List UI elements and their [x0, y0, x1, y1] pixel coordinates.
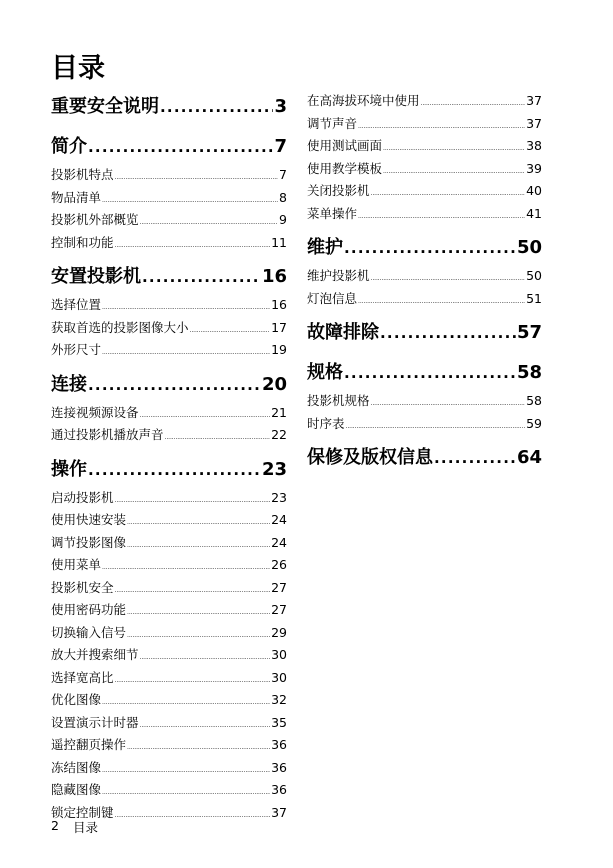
toc-entry[interactable] [51, 667, 287, 690]
toc-entry[interactable] [51, 554, 287, 577]
page-footer [51, 818, 98, 836]
toc-section[interactable] [307, 441, 542, 475]
page-number: 26 [271, 557, 287, 572]
toc-entry[interactable] [307, 158, 542, 181]
footer-label: 目录 [72, 820, 98, 835]
toc-entry-title: 锁定控制键 [51, 804, 114, 820]
dot-leader [358, 291, 525, 314]
toc-entry-title: 投影机规格 [307, 393, 370, 408]
toc-entry[interactable] [51, 339, 287, 362]
page-number: 37 [526, 115, 542, 131]
dot-leader [115, 580, 271, 603]
dot-leader [115, 805, 271, 828]
dot-leader [127, 602, 270, 625]
dot-leader [88, 453, 261, 487]
toc-entry[interactable] [51, 577, 287, 600]
toc-left-column [51, 90, 287, 824]
toc-section-title: 重要安全说明 [51, 96, 159, 117]
toc-section[interactable] [307, 231, 542, 265]
toc-entry-title: 投影机安全 [51, 579, 114, 595]
toc-entry-title: 使用教学模板 [307, 160, 383, 176]
toc-section-title: 简介 [51, 136, 87, 157]
toc-section-title: 保修及版权信息 [307, 447, 433, 468]
dot-leader [434, 441, 516, 475]
page-number: 24 [271, 512, 287, 527]
toc-entry[interactable] [51, 532, 287, 555]
toc-entry-title: 获取首选的投影图像大小 [51, 319, 189, 335]
dot-leader [140, 647, 271, 670]
toc-section-title: 维护 [307, 237, 343, 258]
dot-leader [88, 368, 261, 402]
dot-leader [371, 183, 526, 206]
toc-section[interactable] [51, 260, 287, 294]
toc-entry[interactable] [307, 413, 542, 436]
toc-entry[interactable] [51, 294, 287, 317]
toc-entry-title: 使用菜单 [51, 557, 102, 572]
dot-leader [127, 625, 270, 648]
toc-entry-title: 隐藏图像 [51, 782, 102, 797]
dot-leader [421, 93, 526, 116]
toc-entry[interactable] [307, 180, 542, 203]
toc-entry[interactable] [51, 317, 287, 340]
toc-entry[interactable] [51, 622, 287, 645]
page-number: 9 [279, 212, 287, 227]
toc-section-title: 安置投影机 [51, 266, 141, 287]
page-number: 59 [526, 415, 542, 431]
toc-entry[interactable] [51, 779, 287, 802]
toc-entry[interactable] [307, 390, 542, 413]
toc-section[interactable] [51, 453, 287, 487]
toc-entry-title: 启动投影机 [51, 489, 114, 505]
toc-right-column [307, 90, 542, 475]
toc-entry-title: 冻结图像 [51, 759, 102, 775]
dot-leader [160, 90, 273, 124]
toc-entry-title: 维护投影机 [307, 268, 370, 283]
page-number: 19 [271, 342, 287, 357]
footer-page-number: 2 [51, 818, 59, 833]
dot-leader [142, 260, 261, 294]
page-number: 16 [271, 297, 287, 312]
dot-leader [346, 416, 526, 439]
page-number: 30 [271, 669, 287, 685]
dot-leader [344, 231, 516, 265]
toc-entry[interactable] [51, 712, 287, 735]
toc-entry[interactable] [51, 487, 287, 510]
dot-leader [380, 316, 516, 350]
dot-leader [102, 342, 270, 365]
page-number: 11 [271, 234, 287, 250]
toc-entry[interactable] [51, 689, 287, 712]
toc-section-title: 规格 [307, 362, 343, 383]
toc-section[interactable] [307, 356, 542, 390]
toc-section-title: 连接 [51, 373, 87, 395]
dot-leader [115, 490, 271, 513]
dot-leader [358, 206, 525, 229]
dot-leader [127, 512, 270, 535]
toc-entry[interactable] [51, 757, 287, 780]
toc-entry[interactable] [307, 135, 542, 158]
toc-entry-title: 遥控翻页操作 [51, 737, 127, 752]
page-number: 7 [279, 167, 287, 182]
page-number: 30 [271, 647, 287, 662]
page-number: 38 [526, 138, 542, 153]
toc-entry-title: 使用密码功能 [51, 602, 127, 617]
page-number: 22 [271, 427, 287, 442]
toc-entry-title: 优化图像 [51, 692, 102, 707]
page-number: 36 [271, 759, 287, 775]
page-number: 17 [271, 319, 287, 335]
toc-entry-title: 通过投影机播放声音 [51, 427, 164, 442]
toc-section[interactable] [51, 90, 287, 124]
dot-leader [371, 268, 526, 291]
dot-leader [371, 393, 526, 416]
toc-entry-title: 选择宽高比 [51, 669, 114, 685]
dot-leader [344, 356, 516, 390]
page-number: 41 [526, 205, 542, 221]
toc-entry-title: 在高海拔环境中使用 [307, 93, 420, 108]
dot-leader [115, 167, 279, 190]
toc-entry[interactable] [307, 265, 542, 288]
page-number: 7 [274, 136, 287, 157]
toc-entry[interactable] [51, 509, 287, 532]
page-number: 58 [526, 393, 542, 408]
toc-entry-title: 控制和功能 [51, 234, 114, 250]
page-number: 27 [271, 579, 287, 595]
toc-entry[interactable] [51, 164, 287, 187]
dot-leader [165, 427, 271, 450]
toc-entry-title: 投影机特点 [51, 167, 114, 182]
toc-entry-title: 外形尺寸 [51, 342, 102, 357]
toc-section[interactable] [51, 368, 287, 402]
page-number: 37 [526, 93, 542, 108]
page-number: 40 [526, 183, 542, 198]
toc-entry[interactable] [307, 90, 542, 113]
toc-entry[interactable] [51, 209, 287, 232]
toc-entry-title: 调节投影图像 [51, 534, 127, 550]
page-number: 32 [271, 692, 287, 707]
toc-entry[interactable] [51, 599, 287, 622]
toc-entry-title: 使用快速安装 [51, 512, 127, 527]
page-number: 3 [274, 96, 287, 117]
toc-section[interactable] [51, 130, 287, 164]
toc-entry-title: 选择位置 [51, 297, 102, 312]
toc-entry-title: 调节声音 [307, 115, 358, 131]
page-number: 37 [271, 804, 287, 820]
page-title: 目录 [51, 53, 105, 84]
page-number: 58 [516, 362, 542, 383]
dot-leader [88, 130, 273, 164]
dot-leader [127, 535, 270, 558]
toc-entry-title: 连接视频源设备 [51, 404, 139, 420]
toc-entry[interactable] [51, 187, 287, 210]
dot-leader [102, 782, 270, 805]
toc-entry[interactable] [51, 734, 287, 757]
dot-leader [140, 212, 279, 235]
toc-entry[interactable] [307, 203, 542, 226]
dot-leader [115, 235, 271, 258]
page-number: 51 [526, 290, 542, 306]
toc-entry[interactable] [51, 644, 287, 667]
toc-section-title: 故障排除 [307, 322, 379, 343]
page-number: 36 [271, 782, 287, 797]
toc-entry-title: 投影机外部概览 [51, 212, 139, 227]
toc-entry[interactable] [51, 402, 287, 425]
toc-entry-title: 灯泡信息 [307, 290, 358, 306]
toc-entry[interactable] [51, 424, 287, 447]
dot-leader [358, 116, 525, 139]
toc-entry-title: 切换输入信号 [51, 624, 127, 640]
dot-leader [102, 557, 270, 580]
toc-section-title: 操作 [51, 458, 87, 480]
toc-entry[interactable] [51, 232, 287, 255]
toc-section[interactable] [307, 316, 542, 350]
toc-entry-title: 物品清单 [51, 189, 102, 205]
toc-entry-title: 关闭投影机 [307, 183, 370, 198]
dot-leader [115, 670, 271, 693]
page-number: 20 [261, 373, 287, 395]
dot-leader [383, 138, 525, 161]
page-number: 36 [271, 737, 287, 752]
page-number: 29 [271, 624, 287, 640]
toc-entry-title: 放大并搜索细节 [51, 647, 139, 662]
page-number: 50 [516, 237, 542, 258]
toc-entry-title: 设置演示计时器 [51, 714, 139, 730]
page-number: 8 [279, 189, 287, 205]
page-number: 23 [271, 489, 287, 505]
toc-entry-title: 时序表 [307, 415, 345, 431]
dot-leader [190, 320, 271, 343]
toc-entry[interactable] [307, 288, 542, 311]
page-number: 21 [271, 404, 287, 420]
dot-leader [383, 161, 525, 184]
page-number: 23 [261, 458, 287, 480]
toc-entry-title: 菜单操作 [307, 205, 358, 221]
page-number: 64 [516, 447, 542, 468]
page-number: 16 [261, 266, 287, 287]
page-number: 27 [271, 602, 287, 617]
toc-entry[interactable] [307, 113, 542, 136]
dot-leader [102, 760, 270, 783]
dot-leader [140, 715, 271, 738]
page-number: 57 [516, 322, 542, 343]
toc-entry-title: 使用测试画面 [307, 138, 383, 153]
page-number: 24 [271, 534, 287, 550]
page-number: 39 [526, 160, 542, 176]
page-number: 35 [271, 714, 287, 730]
dot-leader [127, 737, 270, 760]
page-number: 50 [526, 268, 542, 283]
